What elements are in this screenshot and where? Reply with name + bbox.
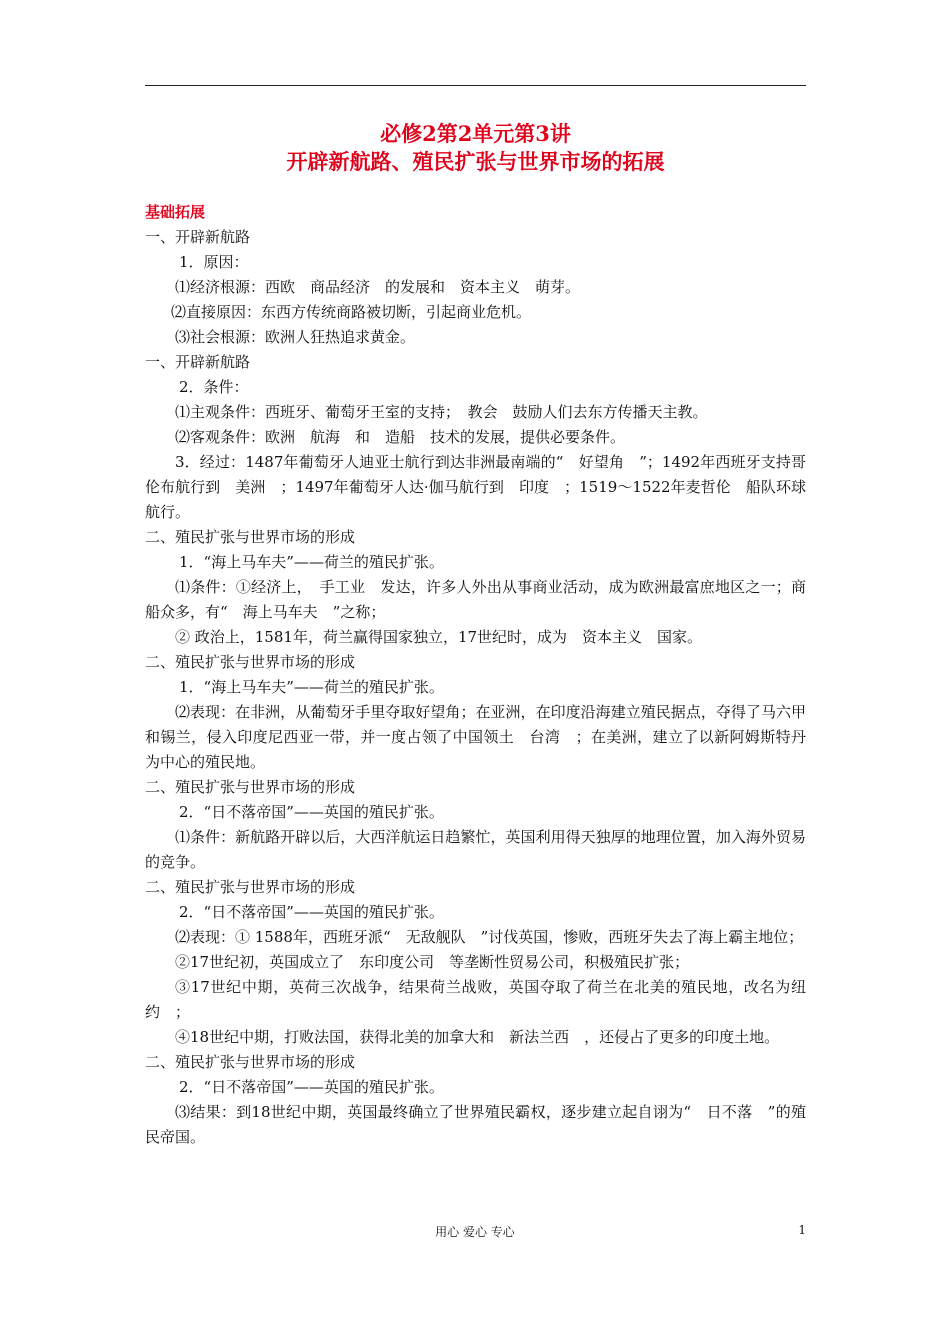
text-line: 1．“海上马车夫”——荷兰的殖民扩张。 bbox=[179, 678, 444, 696]
text-line: 一、开辟新航路 bbox=[145, 353, 251, 371]
text-line: 2．“日不落帝国”——英国的殖民扩张。 bbox=[179, 803, 444, 821]
text-line: 3．经过：1487年葡萄牙人迪亚士航行到达非洲最南端的“ 好望角 ”；1492年西班牙支持哥伦布航行到 美洲 ；1497年葡萄牙人达·伽马航行到 印度 ；1519～1522年麦哲伦 船队环球航行。 bbox=[145, 453, 806, 521]
text-line: 2．条件： bbox=[179, 378, 249, 396]
text-line: 2．“日不落帝国”——英国的殖民扩张。 bbox=[179, 903, 444, 921]
title-line-1: 必修2第2单元第3讲 bbox=[380, 121, 571, 146]
text-line: 一、开辟新航路 bbox=[145, 228, 251, 246]
section-heading: 基础拓展 bbox=[145, 203, 206, 221]
text-line: ⑴主观条件：西班牙、葡萄牙王室的支持； 教会 鼓励人们去东方传播天主教。 bbox=[175, 403, 708, 421]
text-line: ⑶社会根源：欧洲人狂热追求黄金。 bbox=[175, 328, 416, 346]
text-line: ⑴条件：新航路开辟以后，大西洋航运日趋繁忙，英国利用得天独厚的地理位置，加入海外贸易的竞争。 bbox=[145, 828, 806, 871]
header-rule bbox=[145, 85, 806, 86]
page-footer: 用心 爱心 专心 bbox=[435, 1225, 515, 1239]
text-line: ⑵直接原因：东西方传统商路被切断，引起商业危机。 bbox=[171, 303, 532, 321]
text-line: 二、殖民扩张与世界市场的形成 bbox=[145, 878, 356, 896]
text-line: 1．“海上马车夫”——荷兰的殖民扩张。 bbox=[179, 553, 444, 571]
text-line: ⑵表现：① 1588年，西班牙派“ 无敌舰队 ”讨伐英国，惨败，西班牙失去了海上霸主地位； bbox=[175, 928, 804, 946]
text-line: ② 政治上，1581年，荷兰赢得国家独立，17世纪时，成为 资本主义 国家。 bbox=[175, 628, 703, 646]
text-line: 二、殖民扩张与世界市场的形成 bbox=[145, 1053, 356, 1071]
text-line: 二、殖民扩张与世界市场的形成 bbox=[145, 778, 356, 796]
text-line: 二、殖民扩张与世界市场的形成 bbox=[145, 653, 356, 671]
title-line-2: 开辟新航路、殖民扩张与世界市场的拓展 bbox=[286, 149, 665, 174]
text-line: 2．“日不落帝国”——英国的殖民扩张。 bbox=[179, 1078, 444, 1096]
text-line: ④18世纪中期，打败法国，获得北美的加拿大和 新法兰西 ，还侵占了更多的印度土地。 bbox=[175, 1028, 780, 1046]
text-line: ⑵客观条件：欧洲 航海 和 造船 技术的发展，提供必要条件。 bbox=[175, 428, 626, 446]
text-line: 1．原因： bbox=[179, 253, 249, 271]
page-number: 1 bbox=[798, 1223, 806, 1237]
text-line: ⑴经济根源：西欧 商品经济 的发展和 资本主义 萌芽。 bbox=[175, 278, 581, 296]
text-line: 二、殖民扩张与世界市场的形成 bbox=[145, 528, 356, 546]
text-line: ③17世纪中期，英荷三次战争，结果荷兰战败，英国夺取了荷兰在北美的殖民地，改名为纽约 ； bbox=[145, 978, 806, 1021]
text-line: ⑵表现：在非洲，从葡萄牙手里夺取好望角；在亚洲，在印度沿海建立殖民据点，夺得了马六甲和锡兰，侵入印度尼西亚一带，并一度占领了中国领土 台湾 ；在美洲，建立了以新阿姆斯特丹 为中心的殖民地。 bbox=[145, 703, 822, 771]
text-line: ⑴条件：①经济上， 手工业 发达，许多人外出从事商业活动，成为欧洲最富庶地区之一；商船众多，有“ 海上马车夫 ”之称； bbox=[145, 578, 806, 621]
text-line: ⑶结果：到18世纪中期，英国最终确立了世界殖民霸权，逐步建立起自诩为“ 日不落 ”的殖民帝国。 bbox=[145, 1103, 806, 1146]
text-line: ②17世纪初，英国成立了 东印度公司 等垄断性贸易公司，积极殖民扩张； bbox=[175, 953, 690, 971]
body-text bbox=[145, 200, 822, 1150]
